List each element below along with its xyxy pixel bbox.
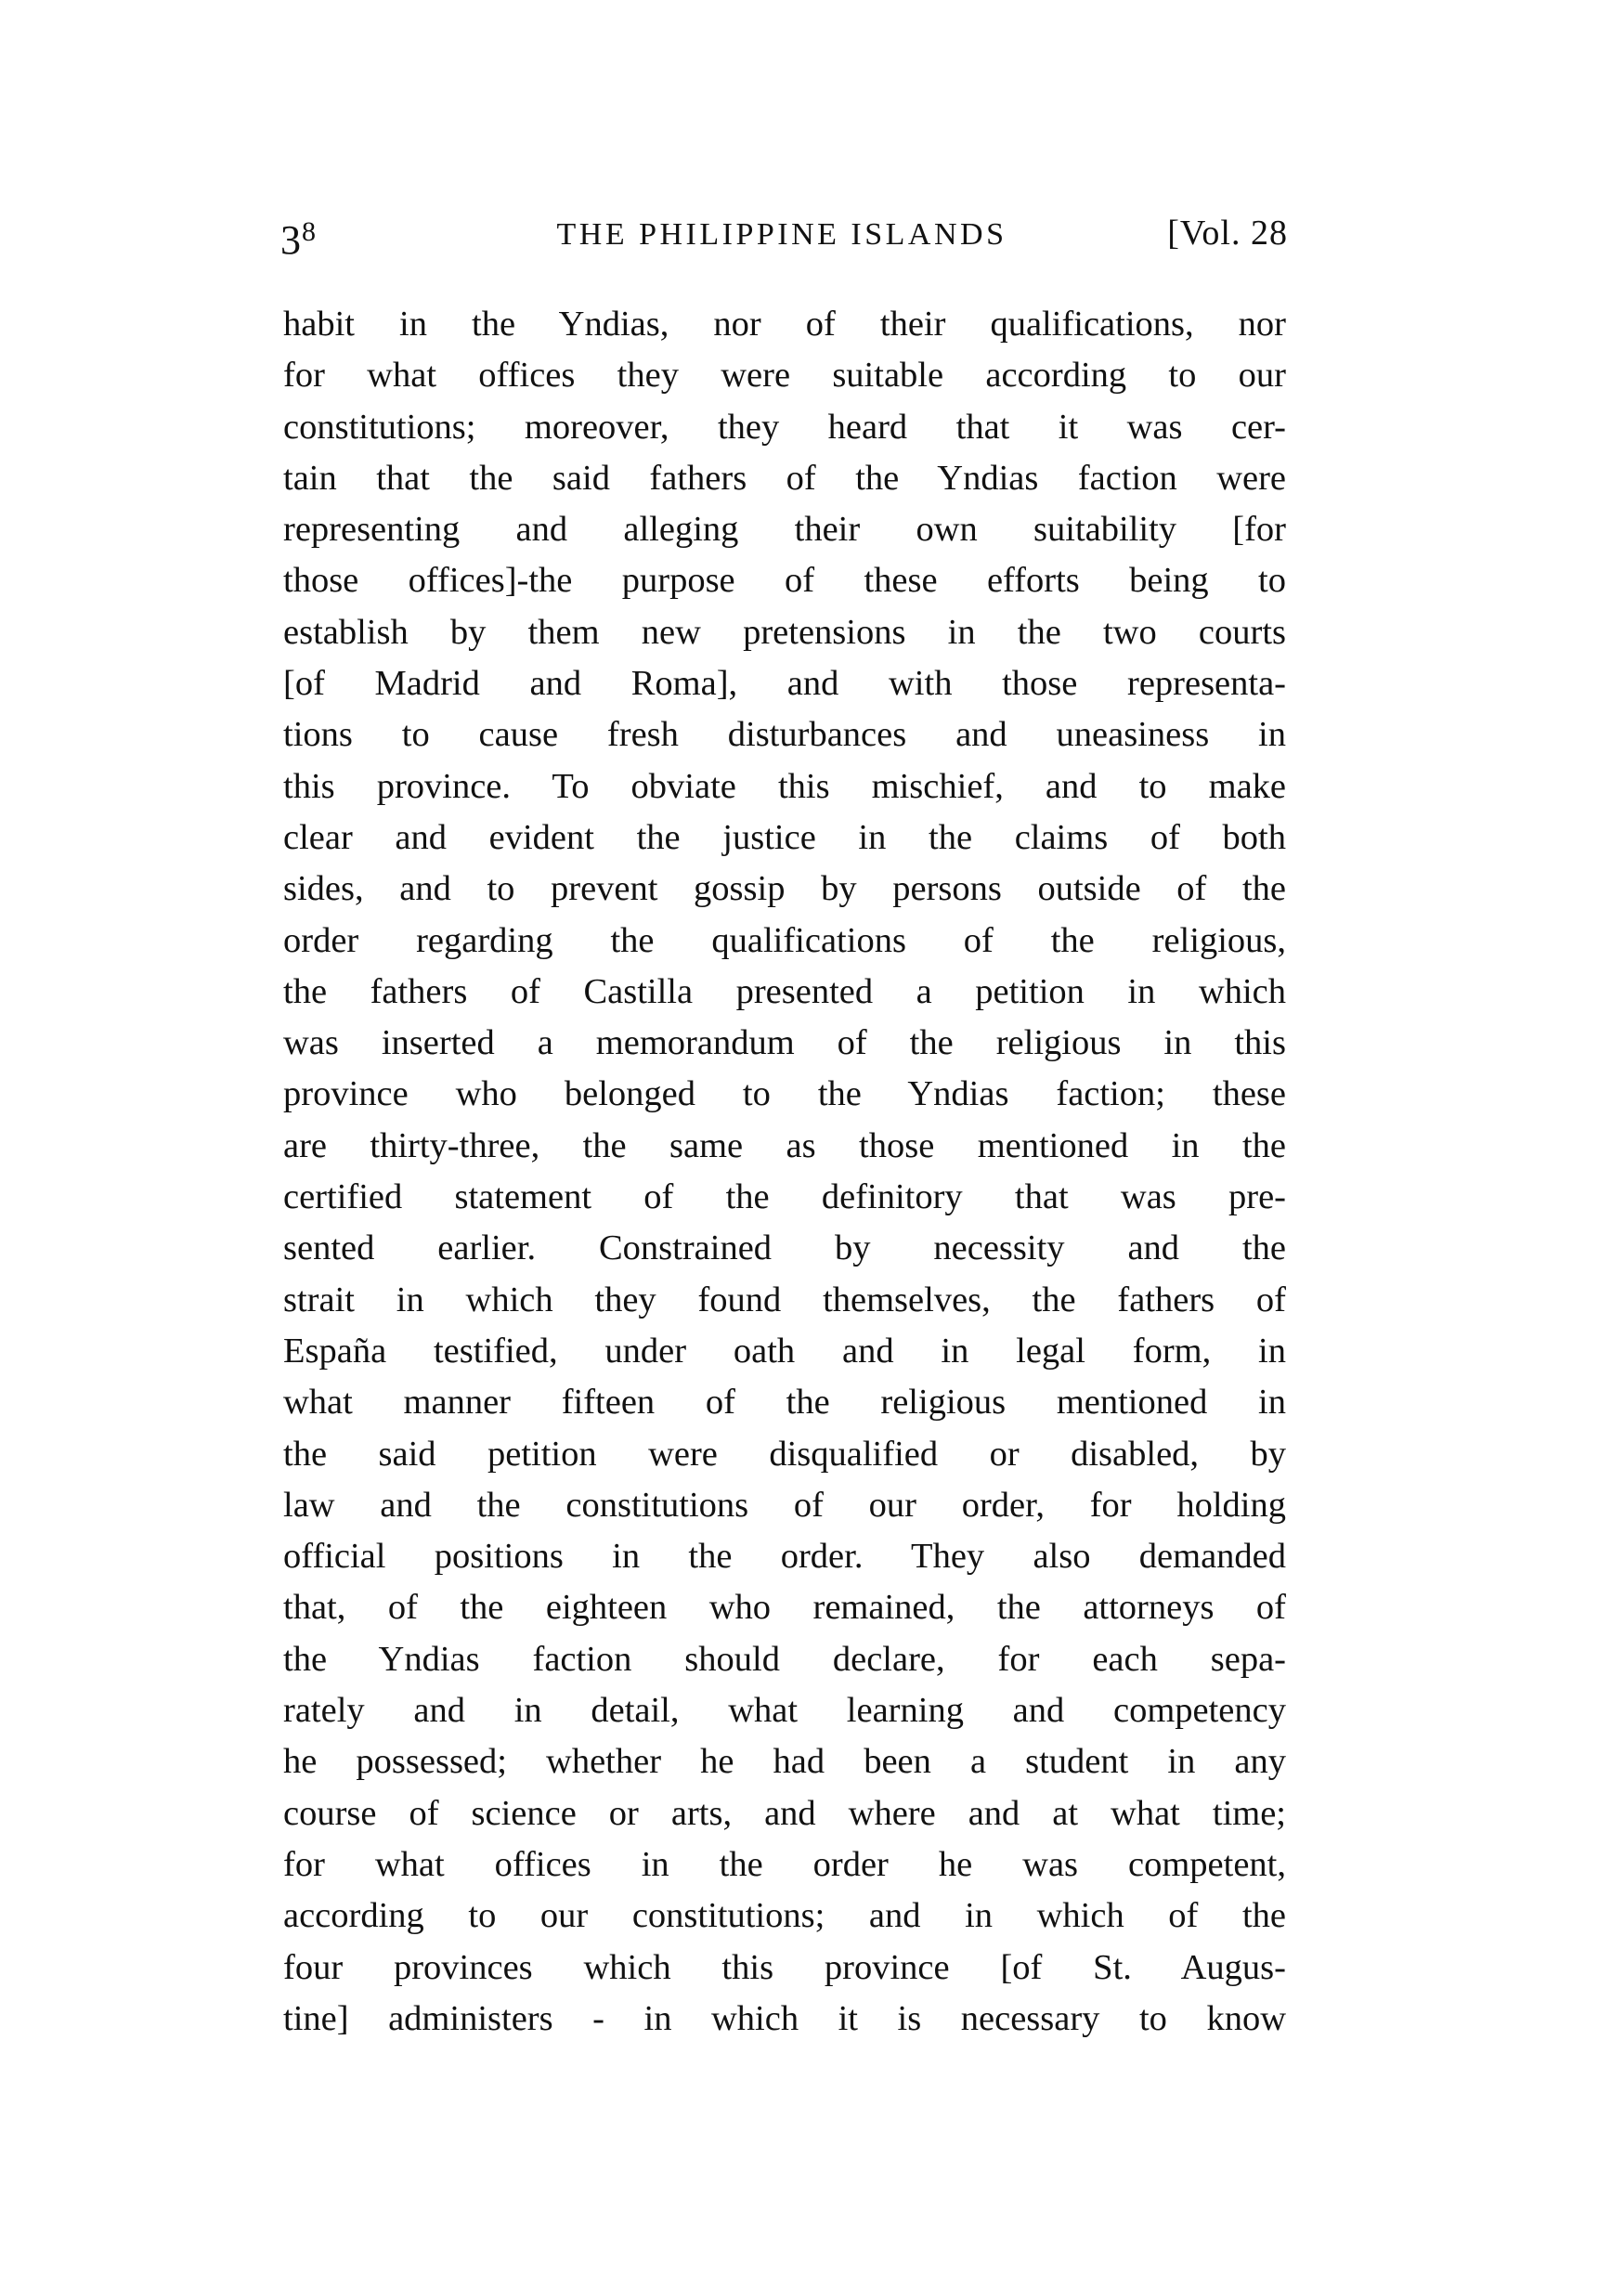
text-line: what manner fifteen of the religious mentioned in	[283, 1383, 1286, 1423]
text-line: for what offices they were suitable according to our	[283, 356, 1286, 396]
running-title: THE PHILIPPINE ISLANDS	[556, 217, 1007, 252]
text-line: España testified, under oath and in legal form, in	[283, 1331, 1286, 1371]
text-line: tine] administers - in which it is necessary to know	[283, 1998, 1286, 2038]
text-line: sides, and to prevent gossip by persons outside of the	[283, 869, 1286, 909]
running-head	[280, 206, 1288, 263]
text-line: tain that the said fathers of the Yndias faction were	[283, 458, 1286, 498]
page-number-base: 3	[280, 217, 302, 263]
text-line: representing and alleging their own suitability [for	[283, 510, 1286, 550]
text-line: constitutions; moreover, they heard that it was cer-	[283, 407, 1286, 447]
text-line: order regarding the qualifications of the religious,	[283, 920, 1286, 960]
text-line: the said petition were disqualified or disabled, by	[283, 1434, 1286, 1474]
text-line: clear and evident the justice in the claims of both	[283, 817, 1286, 857]
text-line: the Yndias faction should declare, for each sepa-	[283, 1639, 1286, 1679]
text-line: rately and in detail, what learning and competency	[283, 1691, 1286, 1731]
text-line: official positions in the order. They also demanded	[283, 1537, 1286, 1577]
text-line: he possessed; whether he had been a student in any	[283, 1742, 1286, 1782]
body-text	[283, 299, 1286, 2045]
text-line: four provinces which this province [of St. Augus-	[283, 1947, 1286, 1987]
text-line: tions to cause fresh disturbances and uneasiness in	[283, 715, 1286, 755]
page-number	[280, 206, 317, 266]
text-line: are thirty-three, the same as those mentioned in the	[283, 1125, 1286, 1165]
text-line: strait in which they found themselves, the fathers of	[283, 1280, 1286, 1319]
text-line: establish by them new pretensions in the two courts	[283, 612, 1286, 652]
text-line: habit in the Yndias, nor of their qualifications, nor	[283, 305, 1286, 344]
volume-number: [Vol. 28	[1167, 214, 1288, 253]
text-line: certified statement of the definitory that was pre-	[283, 1177, 1286, 1217]
text-line: course of science or arts, and where and at what time;	[283, 1793, 1286, 1833]
page-number-superscript: 8	[302, 216, 317, 247]
text-line: province who belonged to the Yndias faction; these	[283, 1074, 1286, 1114]
text-line: [of Madrid and Roma], and with those representa-	[283, 664, 1286, 704]
text-line: according to our constitutions; and in which of the	[283, 1896, 1286, 1936]
text-line: was inserted a memorandum of the religious in this	[283, 1023, 1286, 1063]
text-line: this province. To obviate this mischief, and to make	[283, 766, 1286, 806]
text-line: the fathers of Castilla presented a petition in which	[283, 971, 1286, 1011]
text-line: for what offices in the order he was competent,	[283, 1844, 1286, 1884]
text-line: that, of the eighteen who remained, the attorneys of	[283, 1588, 1286, 1628]
text-line: law and the constitutions of our order, for holding	[283, 1485, 1286, 1525]
text-line: those offices]-the purpose of these efforts being to	[283, 561, 1286, 601]
text-line: sented earlier. Constrained by necessity and the	[283, 1228, 1286, 1268]
